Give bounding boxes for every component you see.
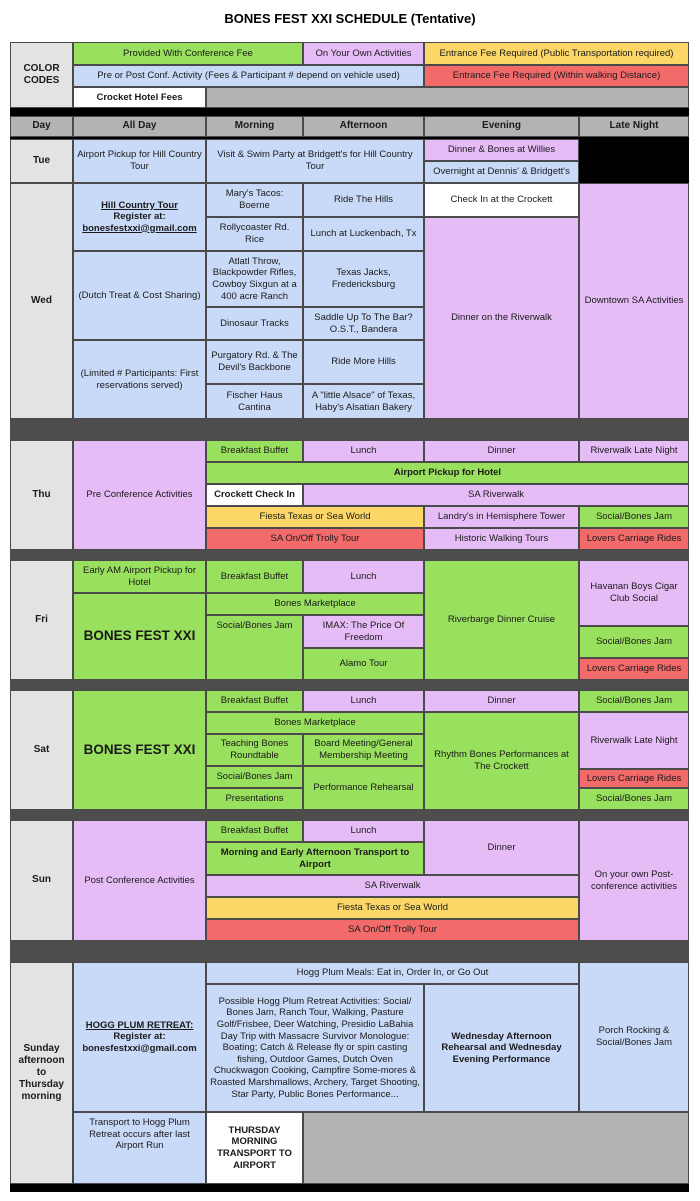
wed-morning-1: Mary's Tacos: Boerne bbox=[206, 183, 303, 217]
fri-early-airport: Early AM Airport Pickup for Hotel bbox=[73, 560, 206, 593]
header-evening: Evening bbox=[424, 116, 579, 137]
sat-breakfast: Breakfast Buffet bbox=[206, 690, 303, 712]
thu-lunch: Lunch bbox=[303, 440, 424, 462]
wed-afternoon-5: Ride More Hills bbox=[303, 340, 424, 384]
day-separator bbox=[10, 810, 689, 820]
tour-register: Register at: bbox=[113, 211, 166, 223]
legend-crocket: Crocket Hotel Fees bbox=[73, 87, 206, 108]
thu-fiesta-texas: Fiesta Texas or Sea World bbox=[206, 506, 424, 528]
sat-social-top: Social/Bones Jam bbox=[579, 690, 689, 712]
wed-morning-4: Dinosaur Tracks bbox=[206, 307, 303, 340]
hogg-activities: Possible Hogg Plum Retreat Activities: Social/ Bones Jam, Ranch Tour, Walking, Pasture Golf/Frisbee, Deer Watching, Presidio LaBahia Day Trip with Massacre Survivor Monologue: Boating; Catch & Release fly or spin casting fishing, Outdoor Games, Dutch Oven Chuckwagon Cooking, Campfire Some-mores & Roasted Marshmallows, Archery, Target Shooting, Star Party, Public Bones Performance... bbox=[206, 984, 424, 1112]
day-separator bbox=[10, 419, 689, 440]
sat-lunch: Lunch bbox=[303, 690, 424, 712]
thu-trolly-tour: SA On/Off Trolly Tour bbox=[206, 528, 424, 550]
thu-dinner: Dinner bbox=[424, 440, 579, 462]
legend-own: On Your Own Activities bbox=[303, 42, 424, 65]
fri-lunch: Lunch bbox=[303, 560, 424, 593]
legend-entrance-public: Entrance Fee Required (Public Transportation required) bbox=[424, 42, 689, 65]
fri-alamo-tour: Alamo Tour bbox=[303, 648, 424, 680]
tour-title: Hill Country Tour bbox=[101, 199, 178, 211]
sun-lunch: Lunch bbox=[303, 820, 424, 842]
tour-email[interactable]: bonesfestxxi@gmail.com bbox=[82, 222, 197, 234]
hogg-register: Register at: bbox=[113, 1031, 166, 1043]
thu-social-jam: Social/Bones Jam bbox=[579, 506, 689, 528]
sat-rhythm-bones: Rhythm Bones Performances at The Crockett bbox=[424, 712, 579, 810]
wed-afternoon-4: Saddle Up To The Bar? O.S.T., Bandera bbox=[303, 307, 424, 340]
day-fri: Fri bbox=[10, 560, 73, 680]
wed-afternoon-2: Lunch at Luckenbach, Tx bbox=[303, 217, 424, 251]
wed-limited: (Limited # Participants: First reservations served) bbox=[73, 340, 206, 419]
fri-social-late: Social/Bones Jam bbox=[579, 626, 689, 658]
day-separator bbox=[10, 680, 689, 690]
wed-check-in: Check In at the Crockett bbox=[424, 183, 579, 217]
legend-heading: COLOR CODES bbox=[10, 42, 73, 108]
wed-afternoon-6: A "little Alsace" of Texas, Haby's Alsatian Bakery bbox=[303, 384, 424, 419]
sun-airport-transport: Morning and Early Afternoon Transport to Airport bbox=[206, 842, 424, 875]
thu-historic-walking: Historic Walking Tours bbox=[424, 528, 579, 550]
sat-performance-rehearsal: Performance Rehearsal bbox=[303, 766, 424, 810]
day-separator bbox=[10, 941, 689, 962]
thu-pre-conference: Pre Conference Activities bbox=[73, 440, 206, 550]
wed-morning-2: Rollycoaster Rd. Rice bbox=[206, 217, 303, 251]
fri-carriage-rides: Lovers Carriage Rides bbox=[579, 658, 689, 680]
sat-teaching-roundtable: Teaching Bones Roundtable bbox=[206, 734, 303, 766]
sun-trolly-tour: SA On/Off Trolly Tour bbox=[206, 919, 579, 941]
hogg-transport-note: Transport to Hogg Plum Retreat occurs after last Airport Run bbox=[73, 1112, 206, 1184]
sat-carriage-rides: Lovers Carriage Rides bbox=[579, 769, 689, 788]
legend-pre-post: Pre or Post Conf. Activity (Fees & Participant # depend on vehicle used) bbox=[73, 65, 424, 87]
day-tue: Tue bbox=[10, 139, 73, 183]
hogg-email[interactable]: bonesfestxxi@gmail.com bbox=[82, 1042, 197, 1054]
fri-cigar-club: Havanan Boys Cigar Club Social bbox=[579, 560, 689, 626]
thu-carriage-rides: Lovers Carriage Rides bbox=[579, 528, 689, 550]
hogg-meals: Hogg Plum Meals: Eat in, Order In, or Go Out bbox=[206, 962, 579, 984]
sat-social-bottom: Social/Bones Jam bbox=[579, 788, 689, 810]
schedule-table bbox=[10, 42, 689, 1192]
sun-fiesta-texas: Fiesta Texas or Sea World bbox=[206, 897, 579, 919]
day-sunday-to-thursday: Sunday afternoon to Thursday morning bbox=[10, 962, 73, 1184]
legend-provided: Provided With Conference Fee bbox=[73, 42, 303, 65]
tue-late-blank bbox=[579, 139, 689, 183]
tue-airport-pickup: Airport Pickup for Hill Country Tour bbox=[73, 139, 206, 183]
hogg-filler bbox=[303, 1112, 689, 1184]
day-sun: Sun bbox=[10, 820, 73, 941]
header-morning: Morning bbox=[206, 116, 303, 137]
fri-breakfast: Breakfast Buffet bbox=[206, 560, 303, 593]
wed-late-night: Downtown SA Activities bbox=[579, 183, 689, 419]
fri-social-jam: Social/Bones Jam bbox=[206, 615, 303, 680]
sun-dinner: Dinner bbox=[424, 820, 579, 875]
fri-imax: IMAX: The Price Of Freedom bbox=[303, 615, 424, 648]
hogg-thursday-transport: THURSDAY MORNING TRANSPORT TO AIRPORT bbox=[206, 1112, 303, 1184]
wed-dinner-riverwalk: Dinner on the Riverwalk bbox=[424, 217, 579, 419]
sat-board-meeting: Board Meeting/General Membership Meeting bbox=[303, 734, 424, 766]
sat-riverwalk-late: Riverwalk Late Night bbox=[579, 712, 689, 769]
day-sat: Sat bbox=[10, 690, 73, 810]
thu-breakfast: Breakfast Buffet bbox=[206, 440, 303, 462]
tue-overnight: Overnight at Dennis' & Bridgett's bbox=[424, 161, 579, 183]
legend-entrance-walk: Entrance Fee Required (Within walking Distance) bbox=[424, 65, 689, 87]
thu-landrys: Landry's in Hemisphere Tower bbox=[424, 506, 579, 528]
wed-afternoon-1: Ride The Hills bbox=[303, 183, 424, 217]
header-all-day: All Day bbox=[73, 116, 206, 137]
wed-afternoon-3: Texas Jacks, Fredericksburg bbox=[303, 251, 424, 307]
hogg-title: HOGG PLUM RETREAT: bbox=[85, 1019, 194, 1031]
fri-bones-marketplace: Bones Marketplace bbox=[206, 593, 424, 615]
sat-social-jam: Social/Bones Jam bbox=[206, 766, 303, 788]
day-separator bbox=[10, 550, 689, 560]
sun-post-conference: Post Conference Activities bbox=[73, 820, 206, 941]
legend-filler bbox=[206, 87, 689, 108]
day-wed: Wed bbox=[10, 183, 73, 419]
wed-morning-3: Atlatl Throw, Blackpowder Rifles, Cowboy Sixgun at a 400 acre Ranch bbox=[206, 251, 303, 307]
header-afternoon: Afternoon bbox=[303, 116, 424, 137]
hogg-porch-rocking: Porch Rocking & Social/Bones Jam bbox=[579, 962, 689, 1112]
tue-visit-swim: Visit & Swim Party at Bridgett's for Hill Country Tour bbox=[206, 139, 424, 183]
fri-bones-fest: BONES FEST XXI bbox=[73, 593, 206, 680]
wed-dutch-treat: (Dutch Treat & Cost Sharing) bbox=[73, 251, 206, 340]
wed-morning-6: Fischer Haus Cantina bbox=[206, 384, 303, 419]
sat-presentations: Presentations bbox=[206, 788, 303, 810]
thu-crockett-check-in: Crockett Check In bbox=[206, 484, 303, 506]
wed-hill-country-tour bbox=[73, 183, 206, 251]
thu-late-night: Riverwalk Late Night bbox=[579, 440, 689, 462]
thu-sa-riverwalk: SA Riverwalk bbox=[303, 484, 689, 506]
sat-bones-fest: BONES FEST XXI bbox=[73, 690, 206, 810]
page-title: BONES FEST XXI SCHEDULE (Tentative) bbox=[224, 11, 476, 26]
hogg-wednesday-performance: Wednesday Afternoon Rehearsal and Wednesday Evening Performance bbox=[424, 984, 579, 1112]
thu-airport-pickup: Airport Pickup for Hotel bbox=[206, 462, 689, 484]
header-late-night: Late Night bbox=[579, 116, 689, 137]
sun-late-night: On your own Post-conference activities bbox=[579, 820, 689, 941]
day-thu: Thu bbox=[10, 440, 73, 550]
tue-dinner-bones: Dinner & Bones at Willies bbox=[424, 139, 579, 161]
wed-morning-5: Purgatory Rd. & The Devil's Backbone bbox=[206, 340, 303, 384]
sat-bones-marketplace: Bones Marketplace bbox=[206, 712, 424, 734]
header-day: Day bbox=[10, 116, 73, 137]
fri-riverbarge-cruise: Riverbarge Dinner Cruise bbox=[424, 560, 579, 680]
sat-dinner: Dinner bbox=[424, 690, 579, 712]
sun-sa-riverwalk: SA Riverwalk bbox=[206, 875, 579, 897]
hogg-plum-retreat bbox=[73, 962, 206, 1112]
sun-breakfast: Breakfast Buffet bbox=[206, 820, 303, 842]
